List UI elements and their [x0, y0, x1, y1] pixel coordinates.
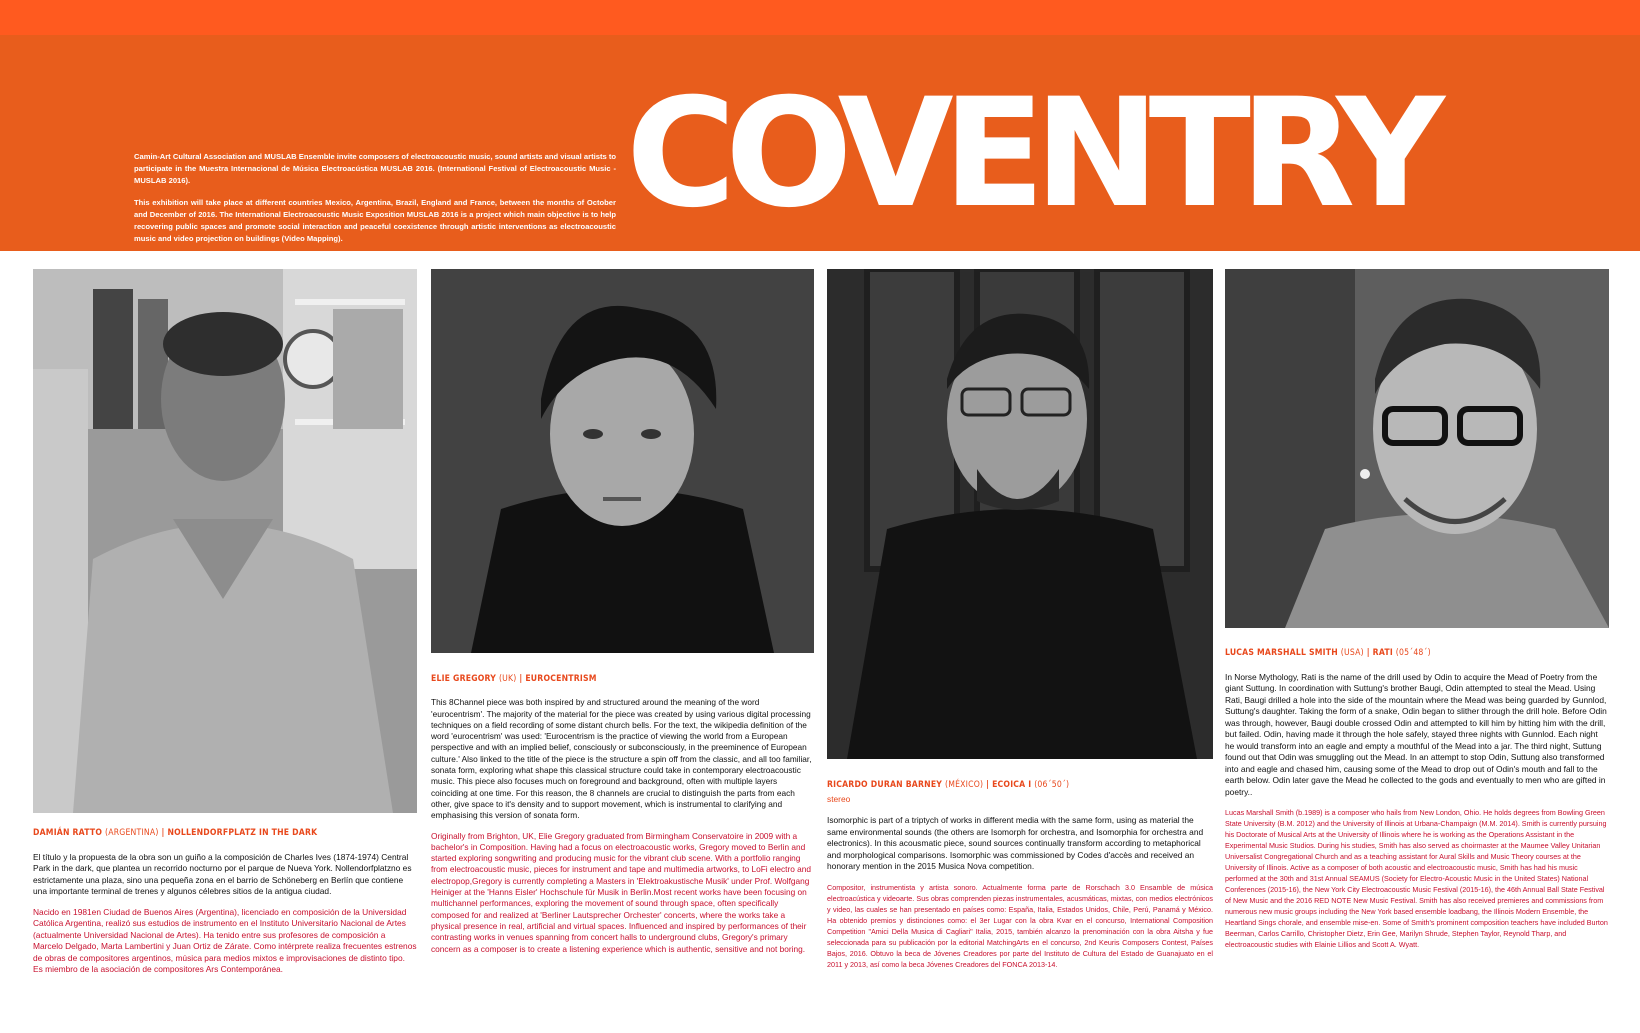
photo-ricardo-duran-barney — [827, 269, 1213, 759]
photo-lucas-marshall-smith — [1225, 269, 1609, 628]
heading-separator: | — [519, 674, 523, 684]
artist-bio: Lucas Marshall Smith (b.1989) is a composer who hails from New London, Ohio. He holds degrees from Bowling Green State University (B.M. 2012) and the University of Illinois at Urbana-Champaign (M.M. 2014). Smith is currently pursuing his Doctorate of Musical Arts at the University of Illinois where he is working as the Operations Assistant in the Experimental Music Studios. During his studies, Smith has also served as choirmaster at the Maumee Valley Unitarian Universalist Congregational Church and as a teaching assistant for Aural Skills and Music Theory courses at the University of Illinois. Active as a composer of both acoustic and electroacoustic music, Smith has had his music performed at the 30th and 31st Annual SEAMUS (Society for Electro-Acoustic Music in the United States) National Conferences (2015-16), the New York City Electroacoustic Music Festival (2015-16), the 46th Annual Ball State Festival of New Music and the 2016 RED NOTE New Music Festival. Smith has also received premieres and commissions from numerous new music groups including the New York based ensemble loadbang, the Illinois Modern Ensemble, the Heartland Sings chorale, and ensemble mise-en. Some of Smith's prominent composition teachers have included Burton Beerman, Carlos Carrillo, Christopher Dietz, Erin Gee, Marilyn Shrude, Stephen Taylor, Reynold Tharp, and electroacoustic studies with Elainie Lillios and Scott A. Wyatt. — [1225, 808, 1608, 949]
artist-name: RICARDO DURAN BARNEY — [827, 780, 943, 790]
artist-name: ELIE GREGORY — [431, 674, 497, 684]
heading-separator: | — [1366, 648, 1370, 658]
artist-column-2 — [431, 674, 814, 964]
artist-bio: Originally from Brighton, UK, Elie Gregory graduated from Birmingham Conservatoire in 2009 with a bachelor's in Composition. Having had a focus on electroacoustic works, Gregory moved to Berlin and started exploring songwriting and producing music for the vibrant club scene. With a portfolio ranging from electroacoustic music, pieces for instrument and tape and multimedia artworks, to LoFi electro and electropop,Gregory is currently completing a Masters in 'Elektroakustische Musik' under Prof. Wolfgang Heiniger at the 'Hanns Eisler' Hochschule für Musik in Berlin.Most recent works have been focusing on multichannel performances, exploring the movement of sound through space, often specifically composed for and realized at 'Berliner Lautsprecher Orchester' concerts, where the works take a physical presence in real, artificial and virtual spaces. Influenced and inspired by performances of their contrasting works in venues spanning from concert halls to underground clubs, Gregory's primary concern as a composer is to create a listening experience which is authentic, sensitive and not boring. — [431, 830, 811, 954]
work-title: NOLLENDORFPLATZ IN THE DARK — [167, 828, 318, 838]
artist-name: LUCAS MARSHALL SMITH — [1225, 648, 1338, 658]
artist-country: (ARGENTINA) — [105, 828, 159, 838]
artist-heading — [33, 828, 417, 840]
header-banner — [0, 35, 1640, 251]
artist-name: DAMIÁN RATTO — [33, 828, 103, 838]
intro-paragraph: This exhibition will take place at different countries Mexico, Argentina, Brazil, England and France, between the months of October and December of 2016. The International Electroacoustic Music Exposition MUSLAB 2016 is a project which main objective is to help recovering public spaces and promote social interaction and peaceful coexistence through artistic interventions as electroacoustic music and video projection on buildings (Video Mapping). — [134, 198, 616, 243]
heading-separator: | — [161, 828, 165, 838]
heading-separator: | — [986, 780, 990, 790]
intro-text — [134, 151, 616, 255]
work-title: ECOICA I — [992, 780, 1032, 790]
work-title: RATI — [1372, 648, 1393, 658]
photo-elie-gregory — [431, 269, 814, 653]
work-title: EUROCENTRISM — [525, 674, 597, 684]
photo-damian-ratto — [33, 269, 417, 813]
artist-bio: Nacido en 1981en Ciudad de Buenos Aires (Argentina), licenciado en composición de la Universidad Católica Argentina, realizó sus estudios de instrumento en el Instituto Universitario Nacional de Artes (actualmente Universidad Nacional de Artes). Ha tenido entre sus profesores de composición a Marcelo Delgado, Marta Lambertini y Juan Ortiz de Zárate. Como intérprete realiza frecuentes estrenos de obras de compositores argentinos, música para medios mixtos e improvisaciones de distinto tipo. Es miembro de la asociación de compositores Ars Contemporánea. — [33, 906, 417, 974]
artist-country: (USA) — [1340, 648, 1364, 658]
artist-column-4 — [1225, 648, 1609, 959]
artist-heading — [827, 780, 1213, 792]
work-description: El título y la propuesta de la obra son un guiño a la composición de Charles Ives (1874-1974) Central Park in the dark, que plantea un recorrido nocturno por el parque de Nueva York. Nollendorfplatzno es estrictamente una plaza, sino una pequeña zona en el barrio de Schöneberg en Berlín que contiene una importante terminal de trenes y algunos célebres sitios de la antigua ciudad. — [33, 851, 412, 896]
artist-country: (UK) — [498, 674, 517, 684]
work-description: In Norse Mythology, Rati is the name of the drill used by Odin to acquire the Mead of Poetry from the giant Suttung. In coordination with Suttung's brother Baugi, Odin attempted to steal the Mead. Using Rati, Baugi drilled a hole into the side of the mountain where the Mead was being guarded by Gunnlod, Suttung's daughter. Taking the form of a snake, Odin began to slither through the drill hole. Before Odin was through, however, Baugi double crossed Odin and attempted to kill him by hitting him with the drill, but failed. Odin, having made it through the hole safely, stayed three nights with Gunnlod. Each night he would transform into an eagle and empty a mouthful of the Mead into a jar. The third night, Suttung found out that Odin was smuggling out the Mead. In an attempt to stop Odin, Suttung also transformed into and eagle and chased him, causing some of the Mead to drop out of Odin's mouth and fall to the earth below. Odin later gave the Mead he collected to the gods and eventually to men who are gifted in poetry.. — [1225, 671, 1607, 797]
intro-paragraph: Camin-Art Cultural Association and MUSLAB Ensemble invite composers of electroacoustic music, sound artists and visual artists to participate in the Muestra Internacional de Música Electroacústica MUSLAB 2016. (International Festival of Electroacoustic Music - MUSLAB 2016). — [134, 152, 616, 185]
top-accent-strip — [0, 0, 1640, 35]
page-title: COVENTRY — [626, 67, 1434, 241]
artist-column-3 — [827, 780, 1213, 979]
artist-bio: Compositor, instrumentista y artista sonoro. Actualmente forma parte de Rorschach 3.0 Ensamble de música electroacústica y videoarte. Sus obras comprenden piezas instrumentales, acusmáticas, mixtas, con medios electrónicos y video, las cuales se han presentado en países como: España, Italia, Estados Unidos, Chile, Perú, Panamá y México. Ha obtenido premios y distinciones como: el 3er Lugar con la obra Kvar en el concurso, International Composition Competition "Amici Della Musica di Cagliari" Italia, 2015, también alcanzo la prenominación con la obra Aitsha y fue seleccionada para su publicación por la editorial MatchingArts en el concurso, 2nd Keuris Composers Contest, Países Bajos, 2016. Obtuvo la beca de Jóvenes Creadores por parte del Instituto de Cultura del Estado de Guanajuato en el 2011 y 2013, así como la beca Jóvenes Creadores del FONCA 2013-14. — [827, 882, 1213, 969]
work-description: Isomorphic is part of a triptych of works in different media with the same form, using as material the same environmental sounds (the others are Isomorph for orchestra, and Isomorphia for orchestra and electronics). In this acousmatic piece, sound sources continually transform according to metaphorical and morphological comparisons. Isomorphic was commissioned by Codes d'accès and received an honorary mention in the 2015 Musica Nova competition. — [827, 815, 1204, 871]
artist-heading — [1225, 648, 1609, 660]
artist-heading — [431, 674, 814, 685]
work-format: stereo — [827, 793, 851, 804]
artist-country: (MÉXICO) — [945, 780, 984, 790]
work-description: This 8Channel piece was both inspired by and structured around the meaning of the word 'eurocentrism'. The majority of the material for the piece was created by using various digital processing techniques on a field recording of some distant church bells. For the text, the wikipedia definition of the word 'eurocentrism' was used: 'Eurocentrism is the practice of viewing the world from a European perspective and with an implied belief, consciously or subconsciously, in the preeminence of European culture.' Also linked to the title of the piece is the structure a spin off from the classic, and all too familiar, sonata form, exploring what shape this classical structure could take in contemporary electroacoustic music. This piece also focuses much on foreground and background, often with multiple layers coinciding at one time. For this reason, the 8 channels are crucial to distinguish the parts from each other, give space to it's density and to support movement, which is instrumental to clarifying and emphasising this version of sonata form. — [431, 697, 812, 821]
work-duration: (05´48´) — [1395, 648, 1431, 658]
work-duration: (06´50´) — [1034, 780, 1070, 790]
artist-column-1 — [33, 828, 417, 985]
